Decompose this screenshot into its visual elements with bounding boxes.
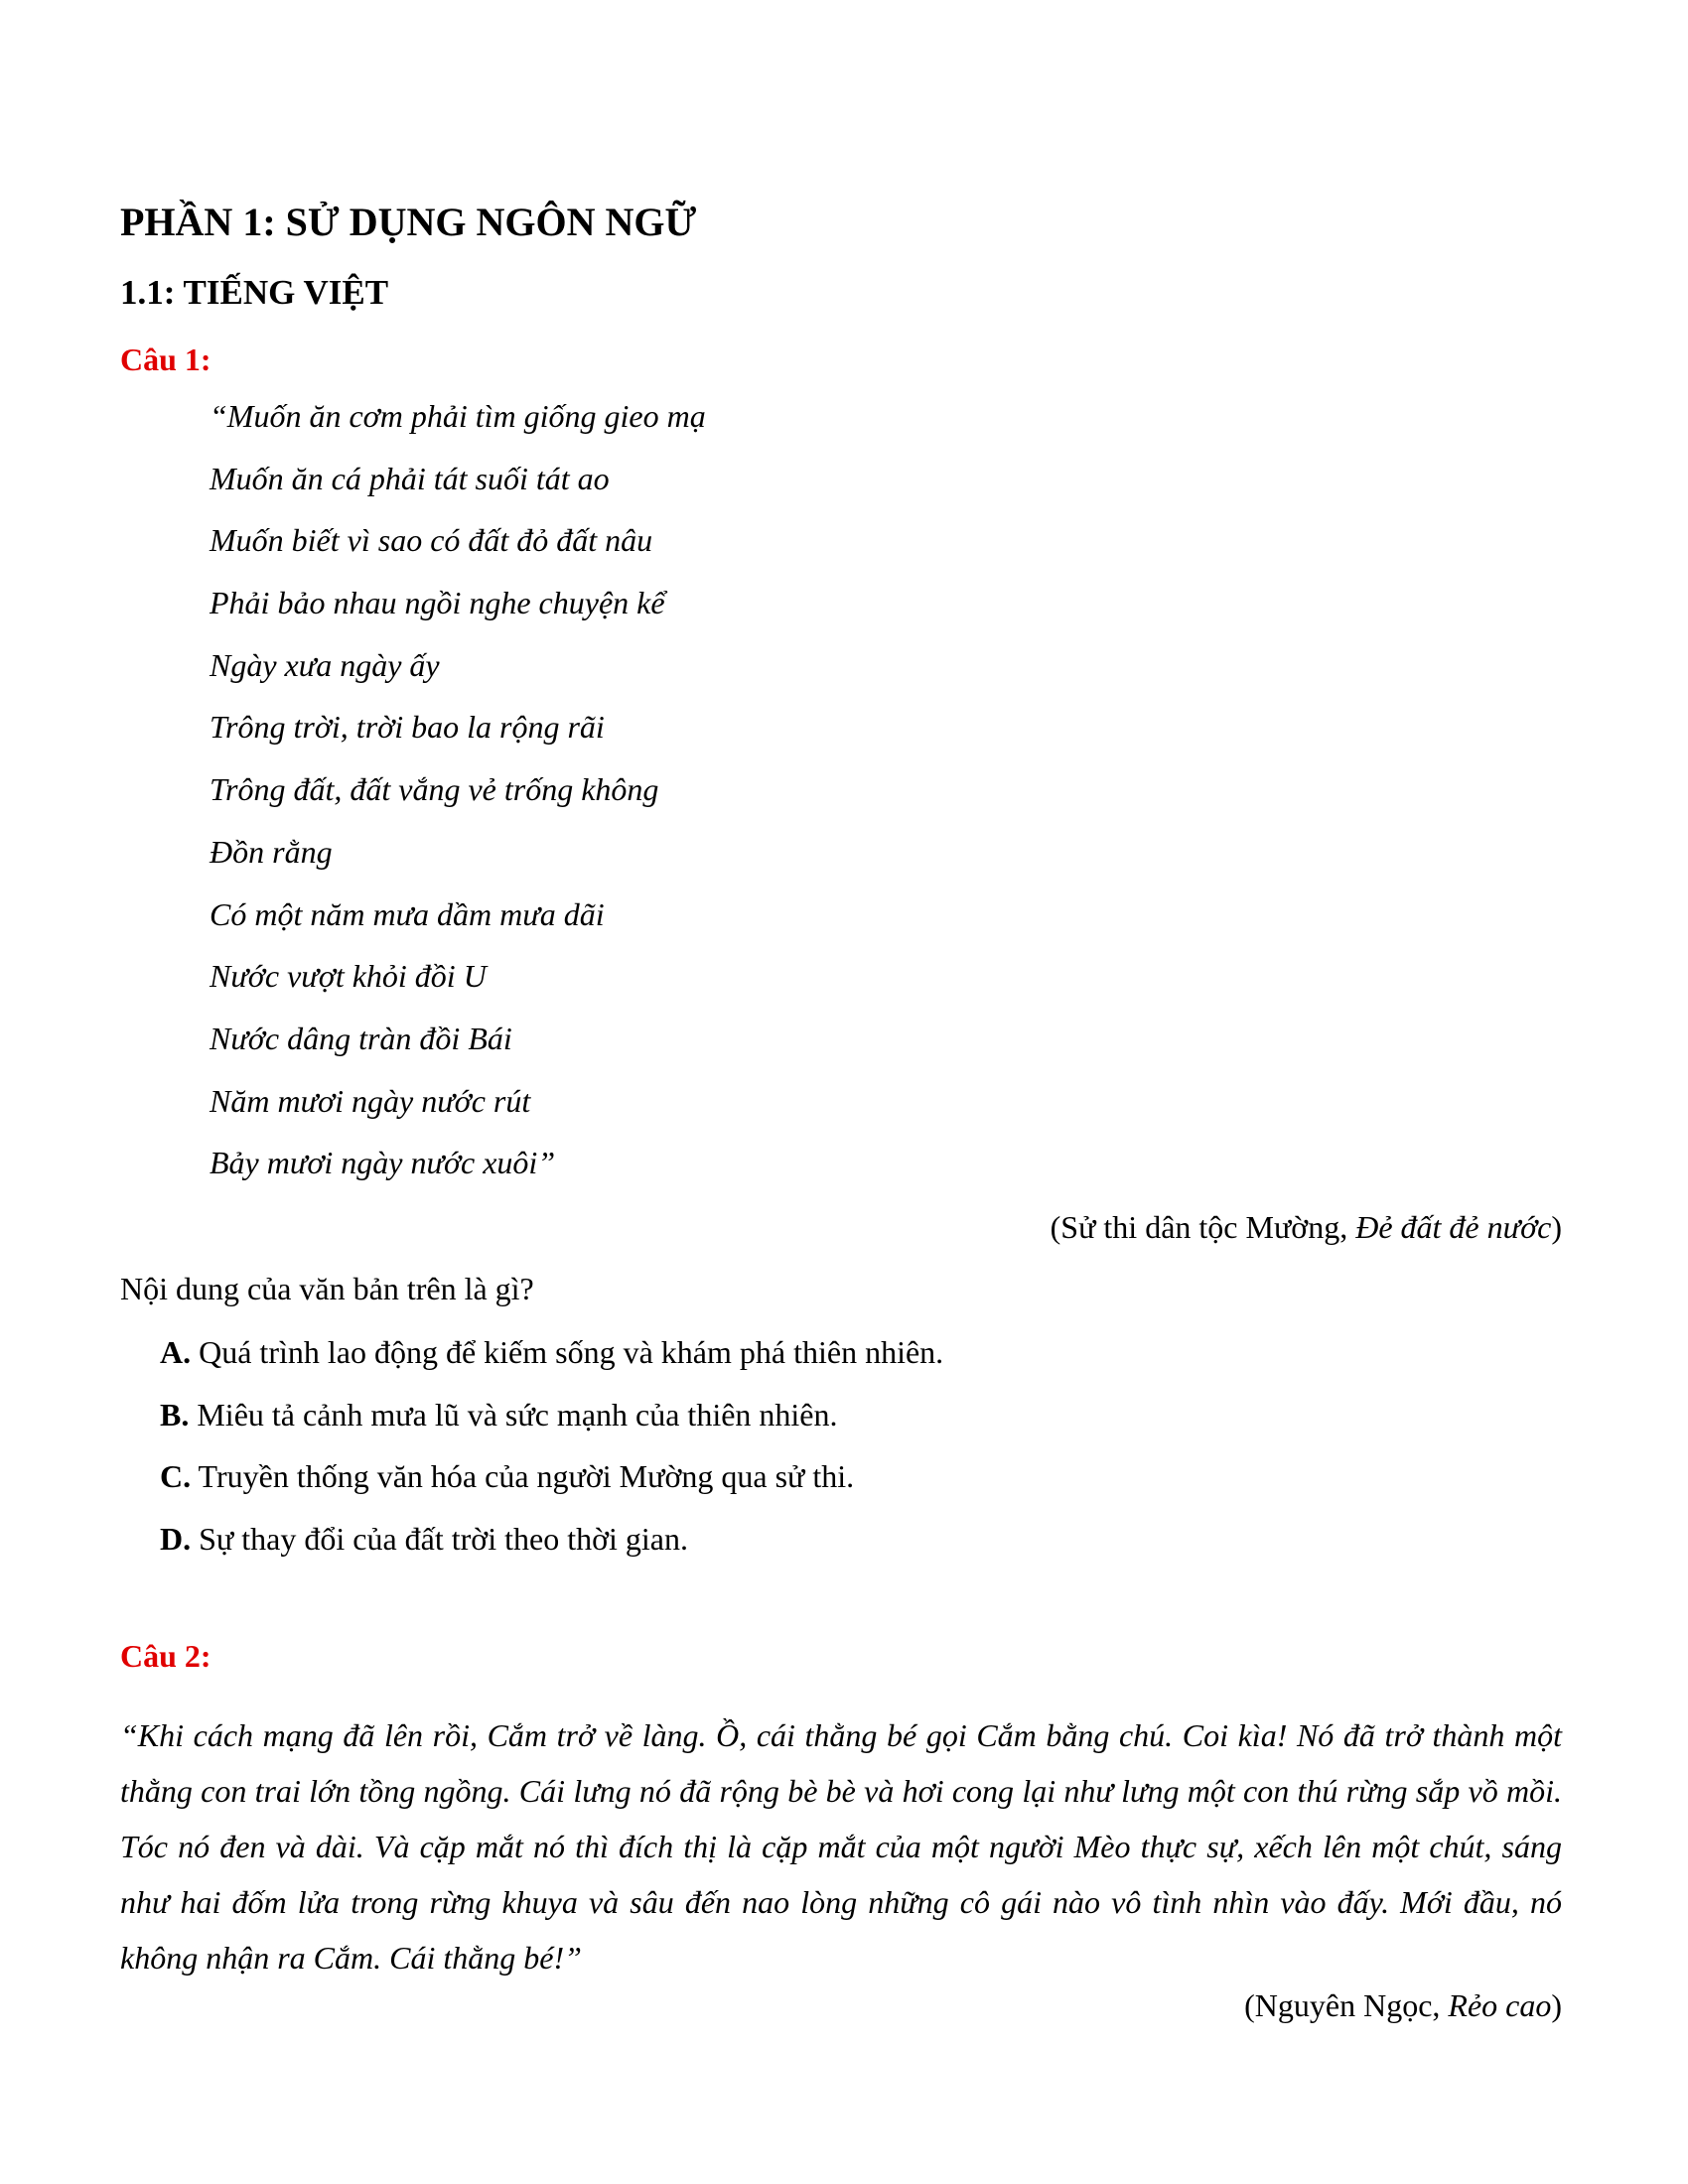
option-letter: B. [160, 1396, 190, 1433]
poem-line: Năm mươi ngày nước rút [210, 1082, 531, 1119]
poem-line: Phải bảo nhau ngồi nghe chuyện kể [210, 585, 665, 621]
source-author: (Sử thi dân tộc Mường, [1050, 1209, 1356, 1245]
option-d[interactable] [160, 1519, 943, 1581]
poem-line: Ngày xưa ngày ấy [210, 646, 440, 683]
question-1-stem: Nội dung của văn bản trên là gì? [120, 1271, 534, 1306]
poem-line: Nước dâng tràn đồi Bái [210, 1020, 512, 1056]
question-1-options [160, 1332, 943, 1580]
source-close: ) [1551, 1209, 1562, 1245]
poem-line: Trông đất, đất vắng vẻ trống không [210, 771, 659, 808]
question-2-passage: “Khi cách mạng đã lên rồi, Cắm trở về làng. Ồ, cái thằng bé gọi Cắm bằng chú. Coi kìa! Nó đã trở thành một thằng con trai lớn tồng ngồng. Cái lưng nó đã rộng bè bè và hơi cong lại như lưng một con thú rừng sắp vồ mồi. Tóc nó đen và dài. Và cặp mắt nó thì đích thị là cặp mắt của một người Mèo thực sự, xếch lên một chút, sáng như hai đốm lửa trong rừng khuya và sâu đến nao lòng những cô gái nào vô tình nhìn vào đấy. Mới đầu, nó không nhận ra Cắm. Cái thằng bé!” [120, 1717, 1562, 1976]
source-work-title: Đẻ đất đẻ nước [1355, 1209, 1552, 1245]
option-text: Quá trình lao động để kiếm sống và khám phá thiên nhiên. [191, 1334, 944, 1370]
poem-line: Có một năm mưa dầm mưa dãi [210, 895, 605, 932]
poem-line: Nước vượt khỏi đồi U [210, 958, 487, 995]
option-letter: D. [160, 1520, 192, 1557]
poem-line: Bảy mươi ngày nước xuôi” [210, 1145, 556, 1181]
poem-line: “Muốn ăn cơm phải tìm giống gieo mạ [210, 398, 706, 434]
option-b[interactable] [160, 1395, 943, 1457]
option-c[interactable] [160, 1456, 943, 1519]
poem-line: Trông trời, trời bao la rộng rãi [210, 709, 605, 746]
option-a[interactable] [160, 1332, 943, 1395]
option-letter: C. [160, 1458, 192, 1494]
question-1-source [1051, 1207, 1562, 1247]
question-1-poem [210, 395, 706, 1204]
poem-line: Muốn biết vì sao có đất đỏ đất nâu [210, 522, 653, 559]
question-1-label: Câu 1: [120, 341, 211, 377]
option-text: Sự thay đổi của đất trời theo thời gian. [191, 1520, 688, 1557]
question-2-source [1244, 1985, 1562, 2025]
poem-line: Đồn rằng [210, 833, 333, 870]
option-text: Miêu tả cảnh mưa lũ và sức mạnh của thiên nhiên. [189, 1396, 838, 1433]
option-letter: A. [160, 1334, 192, 1370]
part-title: PHẦN 1: SỬ DỤNG NGÔN NGỮ [120, 200, 697, 244]
source-close: ) [1551, 1987, 1562, 2023]
source-work-title: Rẻo cao [1448, 1987, 1552, 2023]
question-2-label: Câu 2: [120, 1638, 211, 1674]
source-author: (Nguyên Ngọc, [1244, 1987, 1449, 2023]
option-text: Truyền thống văn hóa của người Mường qua sử thi. [191, 1458, 855, 1494]
section-title: 1.1: TIẾNG VIỆT [120, 273, 389, 312]
poem-line: Muốn ăn cá phải tát suối tát ao [210, 460, 610, 496]
